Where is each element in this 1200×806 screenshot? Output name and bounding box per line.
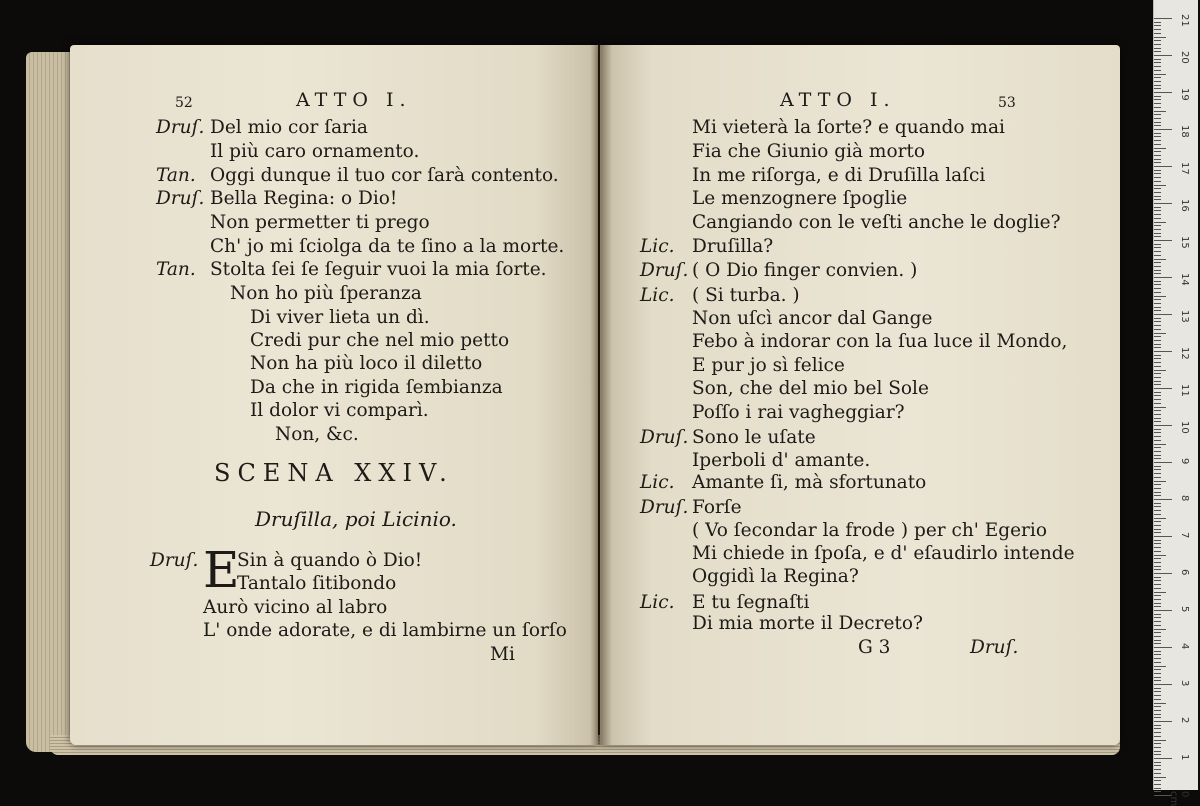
ruler-tick bbox=[1154, 488, 1161, 489]
ruler-tick bbox=[1154, 566, 1161, 567]
signature-mark: G 3 bbox=[858, 637, 891, 658]
ruler-tick bbox=[1154, 788, 1161, 789]
ruler-tick bbox=[1154, 595, 1161, 596]
ruler-tick bbox=[1154, 518, 1166, 519]
ruler-tick bbox=[1154, 481, 1166, 482]
ruler-tick bbox=[1154, 340, 1161, 341]
ruler-tick bbox=[1154, 506, 1161, 507]
verse-line: Sin à quando ò Dio! bbox=[237, 550, 423, 571]
ruler-tick bbox=[1154, 599, 1161, 600]
ruler-tick bbox=[1154, 381, 1161, 382]
ruler-tick bbox=[1154, 318, 1161, 319]
ruler-number: 15 bbox=[1179, 236, 1190, 249]
ruler-tick bbox=[1154, 440, 1161, 441]
ruler-tick bbox=[1154, 344, 1161, 345]
verse-line: Sono le uſate bbox=[692, 427, 816, 448]
ruler-number: 19 bbox=[1179, 88, 1190, 101]
ruler-tick bbox=[1154, 492, 1161, 493]
verse-line: E pur jo sì felice bbox=[692, 355, 845, 376]
ruler-tick bbox=[1154, 336, 1161, 337]
verse-line: Del mio cor ſaria bbox=[210, 117, 368, 138]
ruler-tick bbox=[1154, 691, 1161, 692]
ruler-tick bbox=[1154, 370, 1166, 371]
ruler-tick bbox=[1154, 643, 1161, 644]
verse-line: Tantalo ſitibondo bbox=[237, 573, 397, 594]
speaker-label: Druſ. bbox=[150, 550, 199, 571]
ruler-tick bbox=[1154, 740, 1166, 741]
ruler-tick bbox=[1154, 688, 1161, 689]
ruler-tick bbox=[1154, 48, 1161, 49]
ruler-tick bbox=[1154, 148, 1166, 149]
ruler-tick bbox=[1154, 225, 1161, 226]
ruler-tick bbox=[1154, 791, 1161, 792]
verse-line: Il più caro ornamento. bbox=[210, 141, 420, 162]
ruler-tick bbox=[1154, 303, 1161, 304]
ruler-tick bbox=[1154, 603, 1161, 604]
ruler-tick bbox=[1154, 569, 1161, 570]
ruler-tick bbox=[1154, 710, 1161, 711]
ruler-tick bbox=[1154, 122, 1161, 123]
ruler-tick bbox=[1154, 784, 1161, 785]
ruler-number: 16 bbox=[1179, 199, 1190, 212]
scene-characters: Druſilla, poi Licinio. bbox=[255, 507, 457, 531]
ruler-tick bbox=[1154, 74, 1166, 75]
ruler-tick bbox=[1154, 296, 1166, 297]
ruler-tick bbox=[1154, 673, 1161, 674]
verse-line: Oggidì la Regina? bbox=[692, 566, 859, 587]
ruler-tick bbox=[1154, 329, 1161, 330]
ruler-tick bbox=[1154, 558, 1161, 559]
verse-line: Poſſo i rai vagheggiar? bbox=[692, 402, 905, 423]
ruler-tick bbox=[1154, 484, 1161, 485]
ruler-tick bbox=[1154, 351, 1172, 352]
ruler-tick bbox=[1154, 669, 1161, 670]
ruler-tick bbox=[1154, 181, 1161, 182]
verse-line: Aurò vicino al labro bbox=[203, 597, 388, 618]
ruler-tick bbox=[1154, 429, 1161, 430]
ruler-tick bbox=[1154, 458, 1161, 459]
ruler-tick bbox=[1154, 769, 1161, 770]
ruler-tick bbox=[1154, 751, 1161, 752]
ruler-tick bbox=[1154, 92, 1172, 93]
verse-line: L' onde adorate, e di lambirne un ſorſo bbox=[203, 620, 567, 641]
ruler-tick bbox=[1154, 236, 1161, 237]
ruler-tick bbox=[1154, 299, 1161, 300]
ruler-tick bbox=[1154, 725, 1161, 726]
verse-line: Non, &c. bbox=[275, 424, 359, 445]
ruler-tick bbox=[1154, 777, 1166, 778]
ruler-tick bbox=[1154, 721, 1172, 722]
ruler-tick bbox=[1154, 503, 1161, 504]
ruler-tick bbox=[1154, 436, 1161, 437]
ruler-tick bbox=[1154, 259, 1166, 260]
ruler-tick bbox=[1154, 188, 1161, 189]
verse-line: Il dolor vi comparì. bbox=[250, 400, 429, 421]
ruler-tick bbox=[1154, 103, 1161, 104]
ruler-tick bbox=[1154, 18, 1172, 19]
ruler-tick bbox=[1154, 155, 1161, 156]
ruler-tick bbox=[1154, 392, 1161, 393]
ruler-tick bbox=[1154, 107, 1161, 108]
ruler-tick bbox=[1154, 33, 1161, 34]
ruler-tick bbox=[1154, 51, 1161, 52]
speaker-label: Lic. bbox=[640, 592, 675, 613]
ruler-tick bbox=[1154, 473, 1161, 474]
ruler-number: 10 bbox=[1179, 421, 1190, 434]
ruler-tick bbox=[1154, 407, 1166, 408]
speaker-label: Lic. bbox=[640, 285, 675, 306]
ruler-number: 11 bbox=[1179, 384, 1190, 397]
ruler-tick bbox=[1154, 732, 1161, 733]
ruler-tick bbox=[1154, 395, 1161, 396]
ruler-tick bbox=[1154, 199, 1161, 200]
ruler-tick bbox=[1154, 477, 1161, 478]
ruler-tick bbox=[1154, 580, 1161, 581]
ruler-tick bbox=[1154, 510, 1161, 511]
verse-line: ( Si turba. ) bbox=[692, 285, 800, 306]
ruler-tick bbox=[1154, 728, 1161, 729]
verse-line: Amante ſi, mà sfortunato bbox=[692, 472, 927, 493]
ruler-tick bbox=[1154, 114, 1161, 115]
ruler-tick bbox=[1154, 684, 1172, 685]
ruler-tick bbox=[1154, 177, 1161, 178]
ruler-tick bbox=[1154, 159, 1161, 160]
ruler-tick bbox=[1154, 399, 1161, 400]
ruler-tick bbox=[1154, 333, 1166, 334]
ruler-tick bbox=[1154, 229, 1161, 230]
ruler-tick bbox=[1154, 543, 1161, 544]
ruler-tick bbox=[1154, 44, 1161, 45]
drop-cap: E bbox=[203, 541, 240, 599]
ruler-tick bbox=[1154, 677, 1161, 678]
verse-line: Mi chiede in ſpoſa, e d' eſaudirlo intende bbox=[692, 543, 1075, 564]
ruler-tick bbox=[1154, 151, 1161, 152]
ruler-tick bbox=[1154, 192, 1161, 193]
ruler-tick bbox=[1154, 277, 1172, 278]
ruler-tick bbox=[1154, 170, 1161, 171]
verse-line: ( O Dio finger convien. ) bbox=[692, 260, 918, 281]
ruler-number: 12 bbox=[1179, 347, 1190, 360]
ruler-tick bbox=[1154, 55, 1172, 56]
ruler-tick bbox=[1154, 99, 1161, 100]
verse-line: Non permetter ti prego bbox=[210, 212, 430, 233]
ruler-tick bbox=[1154, 418, 1161, 419]
ruler-tick bbox=[1154, 125, 1161, 126]
verse-line: Di mia morte il Decreto? bbox=[692, 613, 923, 634]
ruler-number: 14 bbox=[1179, 273, 1190, 286]
verse-line: Mi vieterà la ſorte? e quando mai bbox=[692, 117, 1005, 138]
speaker-label: Druſ. bbox=[156, 117, 205, 138]
ruler-tick bbox=[1154, 584, 1161, 585]
ruler-number: 18 bbox=[1179, 125, 1190, 138]
ruler-tick bbox=[1154, 414, 1161, 415]
verse-line: Iperboli d' amante. bbox=[692, 450, 871, 471]
ruler-tick bbox=[1154, 562, 1161, 563]
ruler-tick bbox=[1154, 66, 1161, 67]
speaker-label: Lic. bbox=[640, 472, 675, 493]
ruler-tick bbox=[1154, 292, 1161, 293]
ruler-tick bbox=[1154, 144, 1161, 145]
ruler-tick bbox=[1154, 532, 1161, 533]
verse-line: Credi pur che nel mio petto bbox=[250, 330, 510, 351]
ruler-number: 20 bbox=[1179, 51, 1190, 64]
ruler-number: 7 bbox=[1179, 532, 1190, 539]
ruler-tick bbox=[1154, 185, 1166, 186]
ruler-tick bbox=[1154, 606, 1161, 607]
ruler-tick bbox=[1154, 536, 1172, 537]
ruler-tick bbox=[1154, 288, 1161, 289]
ruler-tick bbox=[1154, 203, 1172, 204]
verse-line: Ch' jo mi ſciolga da te ſino a la morte. bbox=[210, 236, 565, 257]
ruler-tick bbox=[1154, 373, 1161, 374]
ruler-tick bbox=[1154, 314, 1172, 315]
ruler-tick bbox=[1154, 111, 1166, 112]
ruler-tick bbox=[1154, 514, 1161, 515]
verse-line: Febo à indorar con la ſua luce il Mondo, bbox=[692, 331, 1068, 352]
ruler-tick bbox=[1154, 425, 1172, 426]
verse-line: Da che in rigida ſembianza bbox=[250, 377, 503, 398]
ruler-tick bbox=[1154, 321, 1161, 322]
ruler-tick bbox=[1154, 59, 1161, 60]
verse-line: Stolta ſei ſe ſeguir vuoi la mia ſorte. bbox=[210, 259, 547, 280]
ruler-tick bbox=[1154, 173, 1161, 174]
ruler-tick bbox=[1154, 451, 1161, 452]
ruler-tick bbox=[1154, 410, 1161, 411]
ruler-tick bbox=[1154, 666, 1166, 667]
ruler-tick bbox=[1154, 432, 1161, 433]
ruler-tick bbox=[1154, 614, 1161, 615]
ruler-tick bbox=[1154, 617, 1161, 618]
ruler-tick bbox=[1154, 717, 1161, 718]
ruler-tick bbox=[1154, 166, 1172, 167]
ruler-tick bbox=[1154, 210, 1161, 211]
scene-title: SCENA XXIV. bbox=[214, 459, 454, 487]
ruler-tick bbox=[1154, 780, 1161, 781]
ruler-tick bbox=[1154, 651, 1161, 652]
verse-line: Son, che del mio bel Sole bbox=[692, 378, 929, 399]
ruler-tick bbox=[1154, 592, 1166, 593]
ruler-number: 9 bbox=[1179, 458, 1190, 465]
ruler-tick bbox=[1154, 680, 1161, 681]
ruler-tick bbox=[1154, 214, 1161, 215]
ruler-tick bbox=[1154, 588, 1161, 589]
ruler-tick bbox=[1154, 773, 1161, 774]
ruler-tick bbox=[1154, 469, 1161, 470]
ruler-tick bbox=[1154, 362, 1161, 363]
ruler-tick bbox=[1154, 632, 1161, 633]
ruler-tick bbox=[1154, 347, 1161, 348]
ruler-tick bbox=[1154, 85, 1161, 86]
catchword: Druſ. bbox=[970, 637, 1019, 658]
measuring-ruler bbox=[1153, 0, 1198, 806]
ruler-tick bbox=[1154, 218, 1161, 219]
ruler-tick bbox=[1154, 40, 1161, 41]
ruler-tick bbox=[1154, 462, 1172, 463]
verse-line: Forſe bbox=[692, 497, 742, 518]
verse-line: Di viver lieta un dì. bbox=[250, 307, 430, 328]
ruler-number: 6 bbox=[1179, 569, 1190, 576]
ruler-tick bbox=[1154, 207, 1161, 208]
catchword: Mi bbox=[490, 644, 515, 665]
ruler-tick bbox=[1154, 388, 1172, 389]
ruler-tick bbox=[1154, 255, 1161, 256]
ruler-tick bbox=[1154, 706, 1161, 707]
ruler-tick bbox=[1154, 29, 1161, 30]
ruler-tick bbox=[1154, 247, 1161, 248]
ruler-tick bbox=[1154, 525, 1161, 526]
book-gutter bbox=[590, 45, 612, 745]
ruler-number: 8 bbox=[1179, 495, 1190, 502]
ruler-tick bbox=[1154, 96, 1161, 97]
ruler-tick bbox=[1154, 647, 1172, 648]
ruler-tick bbox=[1154, 695, 1161, 696]
ruler-tick bbox=[1154, 610, 1172, 611]
ruler-tick bbox=[1154, 244, 1161, 245]
ruler-tick bbox=[1154, 699, 1161, 700]
verse-line: ( Vo ſecondar la frode ) per ch' Egerio bbox=[692, 520, 1047, 541]
ruler-tick bbox=[1154, 736, 1161, 737]
ruler-tick bbox=[1154, 577, 1161, 578]
speaker-label: Tan. bbox=[156, 165, 196, 186]
ruler-tick bbox=[1154, 403, 1161, 404]
ruler-tick bbox=[1154, 325, 1161, 326]
ruler-tick bbox=[1154, 140, 1161, 141]
speaker-label: Druſ. bbox=[640, 497, 689, 518]
speaker-label: Druſ. bbox=[640, 260, 689, 281]
ruler-tick bbox=[1154, 703, 1166, 704]
ruler-number: 13 bbox=[1179, 310, 1190, 323]
ruler-tick bbox=[1154, 754, 1161, 755]
ruler-tick bbox=[1154, 466, 1161, 467]
ruler-tick bbox=[1154, 421, 1161, 422]
ruler-tick bbox=[1154, 251, 1161, 252]
ruler-tick bbox=[1154, 629, 1166, 630]
verse-line: Fia che Giunio già morto bbox=[692, 141, 925, 162]
ruler-tick bbox=[1154, 499, 1172, 500]
ruler-tick bbox=[1154, 37, 1166, 38]
ruler-tick bbox=[1154, 273, 1161, 274]
ruler-tick bbox=[1154, 640, 1161, 641]
ruler-tick bbox=[1154, 270, 1161, 271]
ruler-tick bbox=[1154, 714, 1161, 715]
ruler-number: 1 bbox=[1179, 754, 1190, 761]
ruler-tick bbox=[1154, 547, 1161, 548]
ruler-tick bbox=[1154, 455, 1161, 456]
ruler-tick bbox=[1154, 81, 1161, 82]
ruler-tick bbox=[1154, 573, 1172, 574]
ruler-tick bbox=[1154, 384, 1161, 385]
ruler-tick bbox=[1154, 240, 1172, 241]
speaker-label: Lic. bbox=[640, 236, 675, 257]
ruler-tick bbox=[1154, 25, 1161, 26]
ruler-tick bbox=[1154, 262, 1161, 263]
ruler-tick bbox=[1154, 521, 1161, 522]
speaker-label: Druſ. bbox=[156, 188, 205, 209]
ruler-tick bbox=[1154, 222, 1166, 223]
ruler-tick bbox=[1154, 765, 1161, 766]
ruler-number: 3 bbox=[1179, 680, 1190, 687]
ruler-tick bbox=[1154, 495, 1161, 496]
ruler-tick bbox=[1154, 366, 1161, 367]
verse-line: Cangiando con le veſti anche le doglie? bbox=[692, 212, 1061, 233]
ruler-tick bbox=[1154, 266, 1161, 267]
ruler-tick bbox=[1154, 662, 1161, 663]
verse-line: Le menzognere ſpoglie bbox=[692, 188, 908, 209]
ruler-tick bbox=[1154, 162, 1161, 163]
ruler-tick bbox=[1154, 281, 1161, 282]
ruler-number: 5 bbox=[1179, 606, 1190, 613]
ruler-number: 21 bbox=[1179, 14, 1190, 27]
verse-line: E tu ſegnaſti bbox=[692, 592, 810, 613]
speaker-label: Tan. bbox=[156, 259, 196, 280]
ruler-tick bbox=[1154, 747, 1161, 748]
ruler-tick bbox=[1154, 529, 1161, 530]
ruler-tick bbox=[1154, 22, 1161, 23]
ruler-tick bbox=[1154, 233, 1161, 234]
ruler-tick bbox=[1154, 358, 1161, 359]
ruler-tick bbox=[1154, 355, 1161, 356]
ruler-tick bbox=[1154, 118, 1161, 119]
ruler-tick bbox=[1154, 762, 1161, 763]
ruler-number: 4 bbox=[1179, 643, 1190, 650]
ruler-tick bbox=[1154, 88, 1161, 89]
ruler-tick bbox=[1154, 129, 1172, 130]
ruler-number: 0 cm bbox=[1168, 791, 1190, 806]
ruler-tick bbox=[1154, 540, 1161, 541]
running-header: ATTO I. bbox=[296, 89, 412, 111]
ruler-tick bbox=[1154, 654, 1161, 655]
verse-line: Bella Regina: o Dio! bbox=[210, 188, 398, 209]
ruler-tick bbox=[1154, 658, 1161, 659]
ruler-tick bbox=[1154, 758, 1172, 759]
verse-line: Non ha più loco il diletto bbox=[250, 353, 483, 374]
ruler-tick bbox=[1154, 625, 1161, 626]
ruler-tick bbox=[1154, 310, 1161, 311]
ruler-number: 17 bbox=[1179, 162, 1190, 175]
verse-line: Druſilla? bbox=[692, 236, 774, 257]
verse-line: Non uſcì ancor dal Gange bbox=[692, 308, 933, 329]
verse-line: Non ho più ſperanza bbox=[230, 283, 422, 304]
page-number: 52 bbox=[175, 95, 193, 111]
ruler-tick bbox=[1154, 636, 1161, 637]
ruler-tick bbox=[1154, 307, 1161, 308]
ruler-tick bbox=[1154, 743, 1161, 744]
ruler-tick bbox=[1154, 551, 1161, 552]
speaker-label: Druſ. bbox=[640, 427, 689, 448]
running-header: ATTO I. bbox=[780, 89, 896, 111]
ruler-tick bbox=[1154, 447, 1161, 448]
ruler-tick bbox=[1154, 621, 1161, 622]
ruler-tick bbox=[1154, 133, 1161, 134]
ruler-tick bbox=[1154, 196, 1161, 197]
verse-line: In me riſorga, e di Druſilla laſci bbox=[692, 165, 986, 186]
ruler-tick bbox=[1154, 77, 1161, 78]
ruler-tick bbox=[1154, 62, 1161, 63]
ruler-tick bbox=[1154, 70, 1161, 71]
verse-line: Oggi dunque il tuo cor ſarà contento. bbox=[210, 165, 559, 186]
page-number: 53 bbox=[998, 95, 1016, 111]
ruler-tick bbox=[1154, 136, 1161, 137]
ruler-tick bbox=[1154, 284, 1161, 285]
ruler-number: 2 bbox=[1179, 717, 1190, 724]
ruler-tick bbox=[1154, 555, 1166, 556]
ruler-tick bbox=[1154, 377, 1161, 378]
ruler-tick bbox=[1154, 444, 1166, 445]
